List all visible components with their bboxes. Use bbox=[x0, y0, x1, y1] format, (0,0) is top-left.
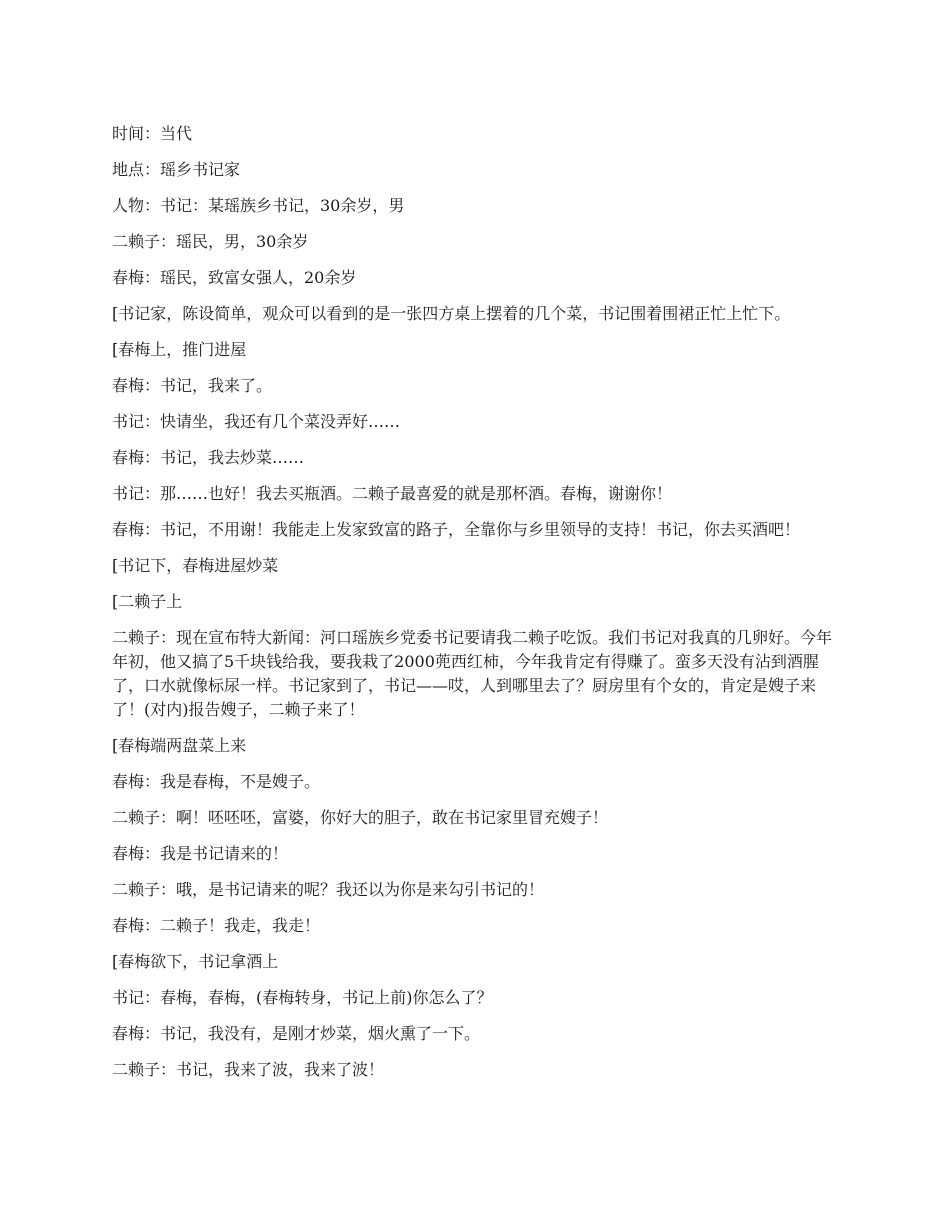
place-line: 地点：瑶乡书记家 bbox=[112, 160, 241, 179]
dialogue-line: 春梅：二赖子！我走，我走！ bbox=[112, 916, 321, 935]
dialogue-line: 春梅：书记，我没有，是刚才炒菜，烟火熏了一下。 bbox=[112, 1024, 481, 1043]
character-chunmei: 春梅：瑶民，致富女强人，20余岁 bbox=[112, 268, 357, 287]
dialogue-line: 春梅：书记，我来了。 bbox=[112, 376, 273, 395]
stage-direction: [春梅上，推门进屋 bbox=[112, 340, 247, 359]
dialogue-line: 春梅：我是春梅，不是嫂子。 bbox=[112, 772, 321, 791]
script-page bbox=[112, 122, 842, 1094]
dialogue-line: 春梅：书记，我去炒菜…… bbox=[112, 448, 305, 467]
time-line: 时间：当代 bbox=[112, 124, 193, 143]
dialogue-line: 二赖子：书记，我来了波，我来了波！ bbox=[112, 1060, 385, 1079]
dialogue-line: 书记：春梅，春梅，(春梅转身，书记上前)你怎么了？ bbox=[112, 988, 493, 1007]
characters-line: 人物：书记：某瑶族乡书记，30余岁，男 bbox=[112, 196, 405, 215]
stage-direction: [春梅欲下，书记拿酒上 bbox=[112, 952, 279, 971]
stage-direction: [二赖子上 bbox=[112, 592, 183, 611]
dialogue-line: 书记：快请坐，我还有几个菜没弄好…… bbox=[112, 412, 401, 431]
dialogue-line: 二赖子：现在宣布特大新闻：河口瑶族乡党委书记要请我二赖子吃饭。我们书记对我真的几卵好。今年年初，他又搞了5千块钱给我，要我栽了2000蔸西红柿，今年我肯定有得赚了。蛮多天没有沾到酒腥了，口水就像标尿一样。书记家到了，书记——哎，人到哪里去了？厨房里有个女的，肯定是嫂子来了！(对内)报告嫂子，二赖子来了！ bbox=[112, 628, 833, 719]
stage-direction: [书记家，陈设简单，观众可以看到的是一张四方桌上摆着的几个菜，书记围着围裙正忙上忙下。 bbox=[112, 304, 791, 323]
dialogue-line: 二赖子：哦，是书记请来的呢？我还以为你是来勾引书记的！ bbox=[112, 880, 545, 899]
dialogue-line: 二赖子：啊！呸呸呸，富婆，你好大的胆子，敢在书记家里冒充嫂子！ bbox=[112, 808, 609, 827]
dialogue-line: 春梅：书记，不用谢！我能走上发家致富的路子，全靠你与乡里领导的支持！书记，你去买酒吧！ bbox=[112, 520, 801, 539]
stage-direction: [春梅端两盘菜上来 bbox=[112, 736, 247, 755]
dialogue-line: 书记：那……也好！我去买瓶酒。二赖子最喜爱的就是那杯酒。春梅，谢谢你！ bbox=[112, 484, 673, 503]
stage-direction: [书记下，春梅进屋炒菜 bbox=[112, 556, 279, 575]
dialogue-line: 春梅：我是书记请来的！ bbox=[112, 844, 289, 863]
character-erlaizi: 二赖子：瑶民，男，30余岁 bbox=[112, 232, 309, 251]
